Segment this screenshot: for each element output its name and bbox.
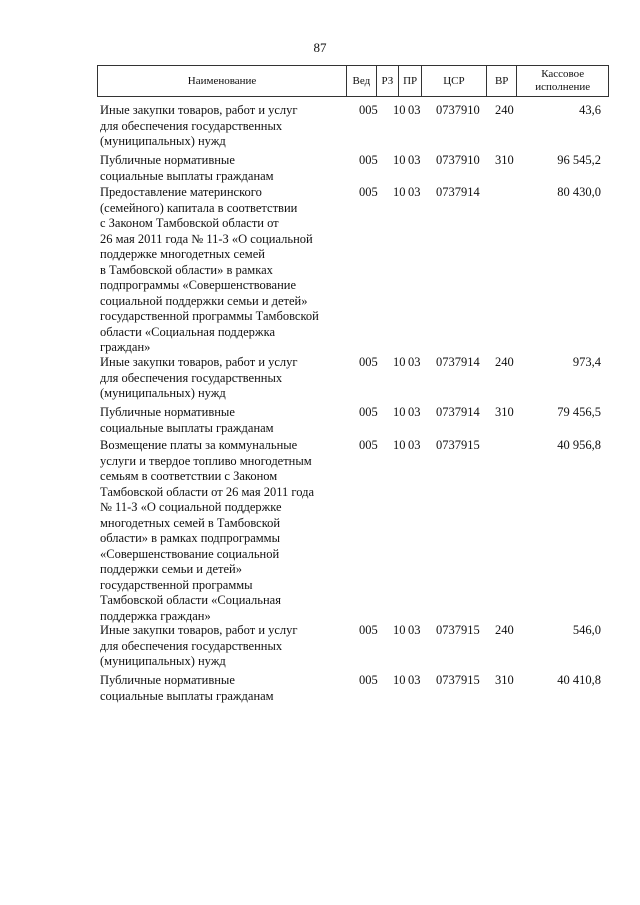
row-pr: 03 — [408, 153, 421, 167]
row-rz: 10 — [393, 355, 406, 369]
row-vr: 240 — [495, 623, 514, 637]
table-row — [97, 405, 609, 436]
budget-table — [97, 65, 609, 703]
table-row — [97, 673, 609, 704]
row-vr: 310 — [495, 405, 514, 419]
row-csr: 0737914 — [436, 185, 480, 199]
header-ved: Вед — [346, 66, 376, 96]
header-csr: ЦСР — [421, 66, 486, 96]
page-number: 87 — [313, 40, 327, 55]
table-row — [97, 355, 609, 402]
row-csr: 0737910 — [436, 153, 480, 167]
row-vr: 310 — [495, 153, 514, 167]
table-header — [97, 65, 609, 97]
header-rz: РЗ — [376, 66, 399, 96]
table-row — [97, 103, 609, 150]
row-sum: 96 545,2 — [557, 153, 601, 167]
header-vr: ВР — [486, 66, 517, 96]
row-vr: 240 — [495, 355, 514, 369]
row-vr: 240 — [495, 103, 514, 117]
row-name: Иные закупки товаров, работ и услуг для обеспечения государственных (муниципальных) нужд — [100, 103, 298, 148]
row-pr: 03 — [408, 405, 421, 419]
row-ved: 005 — [359, 103, 378, 117]
header-sum: Кассовое исполнение — [516, 66, 608, 96]
row-name: Публичные нормативные социальные выплаты гражданам — [100, 405, 274, 435]
row-csr: 0737915 — [436, 673, 480, 687]
row-pr: 03 — [408, 103, 421, 117]
row-csr: 0737915 — [436, 623, 480, 637]
row-rz: 10 — [393, 438, 406, 452]
row-pr: 03 — [408, 355, 421, 369]
header-name: Наименование — [187, 74, 257, 87]
row-ved: 005 — [359, 355, 378, 369]
row-rz: 10 — [393, 405, 406, 419]
row-pr: 03 — [408, 673, 421, 687]
row-ved: 005 — [359, 153, 378, 167]
row-rz: 10 — [393, 673, 406, 687]
row-rz: 10 — [393, 623, 406, 637]
row-sum: 43,6 — [579, 103, 601, 117]
row-ved: 005 — [359, 405, 378, 419]
row-ved: 005 — [359, 623, 378, 637]
table-row — [97, 438, 609, 624]
row-vr: 310 — [495, 673, 514, 687]
row-rz: 10 — [393, 103, 406, 117]
row-sum: 973,4 — [572, 355, 601, 369]
row-rz: 10 — [393, 185, 406, 199]
row-name: Публичные нормативные социальные выплаты гражданам — [100, 673, 274, 703]
table-row — [97, 185, 609, 356]
row-name: Предоставление материнского (семейного) капитала в соответствии с Законом Тамбовской области от 26 мая 2011 года № 11-З «О социальной поддержке многодетных семей в Тамбовской области» в рамках подпрограммы «Совершенствование социальной поддержки семьи и детей» государственной программы Тамбовской области «Социальная поддержка граждан» — [100, 185, 319, 354]
row-sum: 40 956,8 — [557, 438, 601, 452]
row-csr: 0737914 — [436, 355, 480, 369]
row-sum: 40 410,8 — [557, 673, 601, 687]
row-name: Иные закупки товаров, работ и услуг для обеспечения государственных (муниципальных) нужд — [100, 355, 298, 400]
row-sum: 80 430,0 — [557, 185, 601, 199]
row-ved: 005 — [359, 673, 378, 687]
row-pr: 03 — [408, 185, 421, 199]
row-csr: 0737915 — [436, 438, 480, 452]
header-pr: ПР — [398, 66, 421, 96]
row-name: Иные закупки товаров, работ и услуг для обеспечения государственных (муниципальных) нужд — [100, 623, 298, 668]
row-pr: 03 — [408, 623, 421, 637]
row-pr: 03 — [408, 438, 421, 452]
table-row — [97, 153, 609, 184]
row-ved: 005 — [359, 185, 378, 199]
row-csr: 0737910 — [436, 103, 480, 117]
row-sum: 79 456,5 — [557, 405, 601, 419]
table-row — [97, 623, 609, 670]
row-rz: 10 — [393, 153, 406, 167]
row-csr: 0737914 — [436, 405, 480, 419]
row-name: Возмещение платы за коммунальные услуги и твердое топливо многодетным семьям в соответствии с Законом Тамбовской области от 26 мая 2011 года № 11-З «О социальной поддержке многодетных семей в Тамбовской области» в рамках подпрограммы «Совершенствование социальной поддержки семьи и детей» государственной программы Тамбовской области «Социальная поддержка граждан» — [100, 438, 315, 623]
row-ved: 005 — [359, 438, 378, 452]
row-name: Публичные нормативные социальные выплаты гражданам — [100, 153, 274, 183]
row-sum: 546,0 — [572, 623, 601, 637]
